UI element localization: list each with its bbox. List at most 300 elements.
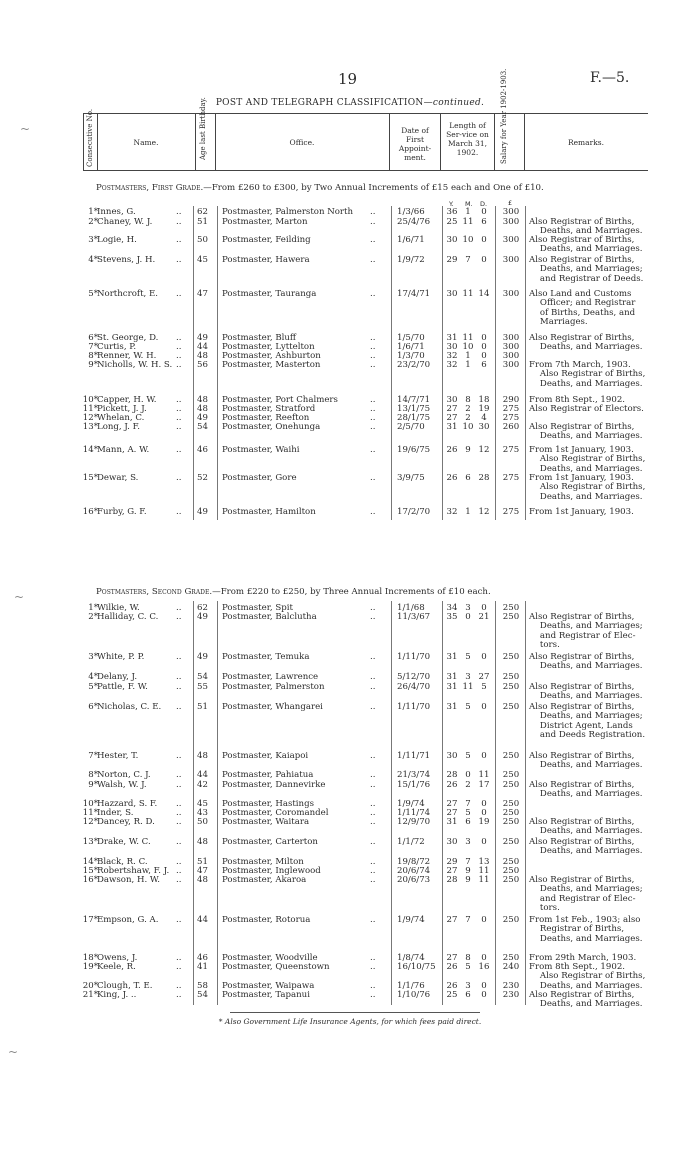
column-rule xyxy=(193,206,194,520)
leader-dots: .. xyxy=(370,360,376,370)
column-rule xyxy=(525,206,526,520)
leader-dots: .. xyxy=(370,817,376,827)
cell-d: 12 xyxy=(478,507,490,517)
column-rule xyxy=(495,206,496,520)
cell-age: 54 xyxy=(197,990,208,1000)
cell-no: 15* xyxy=(82,866,98,876)
column-rule xyxy=(495,601,496,1005)
cell-m: 7 xyxy=(465,915,471,925)
cell-date: 17/2/70 xyxy=(397,507,431,517)
cell-no: 5* xyxy=(88,682,98,692)
cell-age: 54 xyxy=(197,672,208,682)
cell-office: Postmaster, Bluff xyxy=(222,333,297,343)
cell-no: 14* xyxy=(82,445,98,455)
column-rule xyxy=(442,601,443,1005)
cell-name: Wilkie, W. xyxy=(97,603,140,613)
cell-y: 28 xyxy=(446,770,458,780)
cell-y: 34 xyxy=(446,603,458,613)
cell-salary: 275 xyxy=(502,445,520,455)
cell-d: 0 xyxy=(481,652,487,662)
cell-office: Postmaster, Palmerston North xyxy=(222,207,354,217)
cell-no: 16* xyxy=(82,875,98,885)
page-title xyxy=(0,98,700,108)
cell-age: 48 xyxy=(197,875,208,885)
cell-date: 20/6/73 xyxy=(397,875,431,885)
cell-remarks: Also Registrar of Births, Deaths, and Marriages. xyxy=(529,751,643,771)
leader-dots: .. xyxy=(176,857,182,867)
cell-office: Postmaster, Milton xyxy=(222,857,304,867)
leader-dots: .. xyxy=(176,473,182,483)
cell-name: King, J. .. xyxy=(97,990,137,1000)
leader-dots: .. xyxy=(176,395,182,405)
cell-d: 14 xyxy=(478,289,490,299)
cell-m: 9 xyxy=(465,445,471,455)
cell-name: St. George, D. xyxy=(97,333,159,343)
header-divider xyxy=(494,113,495,170)
cell-d: 12 xyxy=(478,445,490,455)
cell-y: 32 xyxy=(446,360,458,370)
cell-d: 0 xyxy=(481,207,487,217)
cell-d: 16 xyxy=(478,962,490,972)
cell-d: 0 xyxy=(481,751,487,761)
cell-office: Postmaster, Waipawa xyxy=(222,981,315,991)
cell-age: 41 xyxy=(197,962,208,972)
cell-m: 1 xyxy=(465,507,471,517)
cell-office: Postmaster, Onehunga xyxy=(222,422,321,432)
cell-date: 2/5/70 xyxy=(397,422,425,432)
header-date: Date of First Appoint-ment. xyxy=(398,126,432,162)
unit-months: M. xyxy=(465,200,473,208)
cell-name: Renner, W. H. xyxy=(97,351,157,361)
cell-date: 1/1/68 xyxy=(397,603,425,613)
cell-no: 9* xyxy=(88,360,98,370)
cell-office: Postmaster, Woodville xyxy=(222,953,318,963)
cell-m: 5 xyxy=(465,751,471,761)
cell-y: 28 xyxy=(446,875,458,885)
cell-d: 18 xyxy=(478,395,490,405)
cell-remarks: Also Registrar of Births, Deaths, and Marriages; District Agent, Lands and Deeds Registration. xyxy=(529,702,646,740)
cell-office: Postmaster, Waitara xyxy=(222,817,310,827)
cell-m: 9 xyxy=(465,866,471,876)
cell-y: 31 xyxy=(446,422,458,432)
cell-date: 1/6/71 xyxy=(397,342,425,352)
cell-salary: 250 xyxy=(502,672,520,682)
cell-y: 27 xyxy=(446,953,458,963)
cell-age: 47 xyxy=(197,289,208,299)
cell-name: Nicholls, W. H. S. xyxy=(97,360,173,370)
cell-y: 27 xyxy=(446,413,458,423)
column-rule xyxy=(217,601,218,1005)
cell-age: 48 xyxy=(197,837,208,847)
cell-m: 5 xyxy=(465,962,471,972)
cell-age: 51 xyxy=(197,217,208,227)
leader-dots: .. xyxy=(370,808,376,818)
cell-date: 3/9/75 xyxy=(397,473,425,483)
cell-age: 56 xyxy=(197,360,208,370)
cell-no: 7* xyxy=(88,751,98,761)
cell-m: 1 xyxy=(465,351,471,361)
cell-salary: 250 xyxy=(502,837,520,847)
cell-remarks: Also Registrar of Births, Deaths, and Marriages. xyxy=(529,817,643,837)
cell-name: Nicholas, C. E. xyxy=(97,702,162,712)
cell-d: 0 xyxy=(481,351,487,361)
cell-date: 1/9/74 xyxy=(397,915,425,925)
cell-date: 1/6/71 xyxy=(397,235,425,245)
cell-salary: 250 xyxy=(502,682,520,692)
unit-pound: £ xyxy=(508,199,513,207)
cell-d: 11 xyxy=(478,875,490,885)
cell-d: 0 xyxy=(481,235,487,245)
cell-age: 46 xyxy=(197,445,208,455)
margin-mark: ~ xyxy=(14,590,25,604)
cell-name: Drake, W. C. xyxy=(97,837,151,847)
leader-dots: .. xyxy=(176,817,182,827)
leader-dots: .. xyxy=(176,962,182,972)
leader-dots: .. xyxy=(176,990,182,1000)
cell-y: 36 xyxy=(446,207,458,217)
cell-salary: 250 xyxy=(502,799,520,809)
cell-remarks: Also Registrar of Births, Deaths, and Marriages. xyxy=(529,837,643,857)
leader-dots: .. xyxy=(370,875,376,885)
leader-dots: .. xyxy=(370,445,376,455)
cell-m: 10 xyxy=(462,235,474,245)
cell-remarks: Also Registrar of Births, Deaths, and Marriages. xyxy=(529,652,643,672)
cell-d: 11 xyxy=(478,866,490,876)
header-divider xyxy=(440,113,441,170)
cell-remarks: From 7th March, 1903. Also Registrar of Births, Deaths, and Marriages. xyxy=(529,360,646,389)
leader-dots: .. xyxy=(370,235,376,245)
cell-y: 26 xyxy=(446,962,458,972)
cell-name: Robertshaw, F. J. xyxy=(97,866,170,876)
cell-date: 1/8/74 xyxy=(397,953,425,963)
cell-office: Postmaster, Port Chalmers xyxy=(222,395,338,405)
cell-office: Postmaster, Balclutha xyxy=(222,612,317,622)
leader-dots: .. xyxy=(370,857,376,867)
leader-dots: .. xyxy=(370,672,376,682)
leader-dots: .. xyxy=(176,351,182,361)
cell-office: Postmaster, Waihi xyxy=(222,445,300,455)
cell-age: 44 xyxy=(197,915,208,925)
header-length: Length of Ser-vice on March 31, 1902. xyxy=(446,121,489,157)
cell-m: 6 xyxy=(465,473,471,483)
cell-no: 14* xyxy=(82,857,98,867)
cell-date: 1/1/76 xyxy=(397,981,425,991)
cell-age: 48 xyxy=(197,404,208,414)
cell-remarks: Also Registrar of Births, Deaths, and Marriages. xyxy=(529,422,643,442)
cell-y: 35 xyxy=(446,612,458,622)
cell-no: 1* xyxy=(88,207,98,217)
margin-mark: ~ xyxy=(8,1045,19,1059)
leader-dots: .. xyxy=(370,799,376,809)
cell-age: 49 xyxy=(197,652,208,662)
leader-dots: .. xyxy=(370,866,376,876)
leader-dots: .. xyxy=(176,652,182,662)
cell-office: Postmaster, Spit xyxy=(222,603,293,613)
cell-date: 19/8/72 xyxy=(397,857,431,867)
cell-date: 1/11/70 xyxy=(397,702,431,712)
cell-m: 8 xyxy=(465,953,471,963)
cell-salary: 250 xyxy=(502,770,520,780)
cell-y: 30 xyxy=(446,289,458,299)
cell-y: 31 xyxy=(446,672,458,682)
cell-salary: 275 xyxy=(502,507,520,517)
cell-age: 55 xyxy=(197,682,208,692)
cell-salary: 240 xyxy=(502,962,520,972)
cell-no: 10* xyxy=(82,799,98,809)
cell-date: 1/5/70 xyxy=(397,333,425,343)
cell-y: 26 xyxy=(446,981,458,991)
cell-age: 43 xyxy=(197,808,208,818)
cell-name: Clough, T. E. xyxy=(97,981,153,991)
leader-dots: .. xyxy=(370,217,376,227)
cell-m: 2 xyxy=(465,780,471,790)
cell-d: 0 xyxy=(481,702,487,712)
leader-dots: .. xyxy=(370,652,376,662)
cell-date: 1/3/66 xyxy=(397,207,425,217)
cell-remarks: From 1st Feb., 1903; also Registrar of Births, Deaths, and Marriages. xyxy=(529,915,643,944)
cell-name: Stevens, J. H. xyxy=(97,255,156,265)
cell-age: 49 xyxy=(197,507,208,517)
cell-age: 52 xyxy=(197,473,208,483)
leader-dots: .. xyxy=(176,866,182,876)
cell-salary: 250 xyxy=(502,875,520,885)
cell-salary: 250 xyxy=(502,915,520,925)
cell-name: Dewar, S. xyxy=(97,473,139,483)
footnote-rule xyxy=(230,1012,480,1013)
leader-dots: .. xyxy=(176,207,182,217)
document-reference: F.—5. xyxy=(590,70,630,86)
cell-name: Black, R. C. xyxy=(97,857,148,867)
cell-d: 0 xyxy=(481,915,487,925)
cell-no: 7* xyxy=(88,342,98,352)
cell-age: 62 xyxy=(197,603,208,613)
cell-date: 14/7/71 xyxy=(397,395,431,405)
column-rule xyxy=(217,206,218,520)
section-grade: Postmasters, First Grade. xyxy=(96,183,204,193)
header-divider xyxy=(389,113,390,170)
cell-age: 51 xyxy=(197,702,208,712)
cell-age: 50 xyxy=(197,235,208,245)
cell-age: 48 xyxy=(197,751,208,761)
cell-m: 0 xyxy=(465,612,471,622)
cell-office: Postmaster, Pahiatua xyxy=(222,770,314,780)
cell-y: 30 xyxy=(446,751,458,761)
cell-no: 12* xyxy=(82,413,98,423)
cell-y: 32 xyxy=(446,507,458,517)
cell-salary: 250 xyxy=(502,817,520,827)
leader-dots: .. xyxy=(370,953,376,963)
cell-date: 28/1/75 xyxy=(397,413,431,423)
cell-no: 9* xyxy=(88,780,98,790)
cell-age: 58 xyxy=(197,981,208,991)
cell-salary: 250 xyxy=(502,652,520,662)
cell-remarks: From 29th March, 1903. xyxy=(529,953,637,963)
header-age: Age last Birthday. xyxy=(199,97,207,160)
cell-d: 5 xyxy=(481,682,487,692)
cell-d: 0 xyxy=(481,603,487,613)
cell-d: 19 xyxy=(478,404,490,414)
cell-y: 26 xyxy=(446,445,458,455)
cell-age: 48 xyxy=(197,395,208,405)
header-consecutive: Consecutive No. xyxy=(86,108,94,167)
cell-salary: 300 xyxy=(502,342,520,352)
cell-d: 21 xyxy=(478,612,490,622)
cell-d: 0 xyxy=(481,255,487,265)
leader-dots: .. xyxy=(176,612,182,622)
leader-dots: .. xyxy=(370,603,376,613)
cell-y: 27 xyxy=(446,404,458,414)
cell-salary: 300 xyxy=(502,235,520,245)
cell-y: 27 xyxy=(446,799,458,809)
cell-y: 31 xyxy=(446,702,458,712)
leader-dots: .. xyxy=(370,422,376,432)
leader-dots: .. xyxy=(370,915,376,925)
cell-y: 31 xyxy=(446,817,458,827)
cell-d: 27 xyxy=(478,672,490,682)
cell-office: Postmaster, Inglewood xyxy=(222,866,321,876)
cell-no: 16* xyxy=(82,507,98,517)
cell-no: 5* xyxy=(88,289,98,299)
leader-dots: .. xyxy=(370,395,376,405)
header-border-left xyxy=(83,113,84,170)
cell-age: 45 xyxy=(197,799,208,809)
cell-remarks: Also Land and Customs Officer; and Registrar of Births, Deaths, and Marriages. xyxy=(529,289,636,327)
cell-name: Walsh, W. J. xyxy=(97,780,147,790)
leader-dots: .. xyxy=(176,235,182,245)
cell-age: 45 xyxy=(197,255,208,265)
cell-d: 6 xyxy=(481,217,487,227)
cell-salary: 300 xyxy=(502,289,520,299)
cell-d: 0 xyxy=(481,981,487,991)
leader-dots: .. xyxy=(370,507,376,517)
cell-office: Postmaster, Gore xyxy=(222,473,297,483)
leader-dots: .. xyxy=(176,808,182,818)
cell-remarks: Also Registrar of Births, Deaths, and Marriages. xyxy=(529,780,643,800)
cell-no: 8* xyxy=(88,351,98,361)
section-grade: Postmasters, Second Grade. xyxy=(96,587,213,597)
cell-salary: 230 xyxy=(502,990,520,1000)
cell-name: Curtis, P. xyxy=(97,342,137,352)
title-main: POST AND TELEGRAPH CLASSIFICATION— xyxy=(215,98,433,108)
cell-no: 11* xyxy=(82,808,98,818)
leader-dots: .. xyxy=(370,473,376,483)
cell-d: 0 xyxy=(481,342,487,352)
cell-age: 47 xyxy=(197,866,208,876)
cell-office: Postmaster, Masterton xyxy=(222,360,321,370)
cell-office: Postmaster, Hastings xyxy=(222,799,314,809)
cell-y: 27 xyxy=(446,915,458,925)
cell-office: Postmaster, Ashburton xyxy=(222,351,321,361)
cell-date: 1/11/71 xyxy=(397,751,431,761)
column-rule xyxy=(193,601,194,1005)
leader-dots: .. xyxy=(370,289,376,299)
cell-m: 9 xyxy=(465,875,471,885)
cell-date: 20/6/74 xyxy=(397,866,431,876)
unit-days: D. xyxy=(480,200,488,208)
cell-office: Postmaster, Whangarei xyxy=(222,702,323,712)
footnote: * Also Government Life Insurance Agents, for which fees paid direct. xyxy=(218,1017,482,1026)
cell-salary: 300 xyxy=(502,217,520,227)
cell-y: 31 xyxy=(446,652,458,662)
cell-date: 11/3/67 xyxy=(397,612,431,622)
column-rule xyxy=(442,206,443,520)
leader-dots: .. xyxy=(176,799,182,809)
cell-date: 21/3/74 xyxy=(397,770,431,780)
leader-dots: .. xyxy=(176,507,182,517)
cell-office: Postmaster, Rotorua xyxy=(222,915,311,925)
cell-m: 3 xyxy=(465,603,471,613)
cell-salary: 300 xyxy=(502,360,520,370)
cell-office: Postmaster, Coromandel xyxy=(222,808,329,818)
cell-no: 13* xyxy=(82,422,98,432)
cell-age: 54 xyxy=(197,422,208,432)
leader-dots: .. xyxy=(176,413,182,423)
cell-m: 6 xyxy=(465,990,471,1000)
cell-m: 11 xyxy=(462,682,474,692)
cell-name: Mann, A. W. xyxy=(97,445,150,455)
cell-y: 29 xyxy=(446,255,458,265)
cell-salary: 250 xyxy=(502,702,520,712)
cell-y: 30 xyxy=(446,235,458,245)
cell-age: 50 xyxy=(197,817,208,827)
cell-y: 25 xyxy=(446,990,458,1000)
cell-date: 5/12/70 xyxy=(397,672,431,682)
leader-dots: .. xyxy=(370,990,376,1000)
leader-dots: .. xyxy=(176,953,182,963)
cell-office: Postmaster, Lyttelton xyxy=(222,342,315,352)
cell-remarks: Also Registrar of Births, Deaths, and Marriages. xyxy=(529,235,643,255)
leader-dots: .. xyxy=(176,255,182,265)
cell-date: 12/9/70 xyxy=(397,817,431,827)
leader-dots: .. xyxy=(370,751,376,761)
cell-no: 18* xyxy=(82,953,98,963)
cell-no: 17* xyxy=(82,915,98,925)
margin-mark: ~ xyxy=(20,122,31,136)
cell-y: 30 xyxy=(446,837,458,847)
leader-dots: .. xyxy=(176,751,182,761)
cell-y: 27 xyxy=(446,808,458,818)
leader-dots: .. xyxy=(370,342,376,352)
leader-dots: .. xyxy=(370,207,376,217)
leader-dots: .. xyxy=(176,780,182,790)
cell-name: Northcroft, E. xyxy=(97,289,158,299)
cell-date: 1/11/70 xyxy=(397,652,431,662)
cell-y: 30 xyxy=(446,395,458,405)
cell-office: Postmaster, Feilding xyxy=(222,235,311,245)
header-divider xyxy=(195,113,196,170)
leader-dots: .. xyxy=(370,255,376,265)
cell-d: 19 xyxy=(478,817,490,827)
cell-m: 11 xyxy=(462,333,474,343)
cell-date: 1/9/72 xyxy=(397,255,425,265)
cell-no: 3* xyxy=(88,652,98,662)
leader-dots: .. xyxy=(176,422,182,432)
leader-dots: .. xyxy=(370,770,376,780)
cell-y: 27 xyxy=(446,866,458,876)
cell-name: Logie, H. xyxy=(97,235,137,245)
cell-salary: 300 xyxy=(502,351,520,361)
cell-y: 31 xyxy=(446,682,458,692)
leader-dots: .. xyxy=(176,702,182,712)
cell-date: 26/4/70 xyxy=(397,682,431,692)
section-scale: —From £260 to £300, by Two Annual Increments of £15 each and One of £10. xyxy=(203,183,544,193)
cell-office: Postmaster, Stratford xyxy=(222,404,316,414)
cell-m: 3 xyxy=(465,981,471,991)
cell-d: 0 xyxy=(481,837,487,847)
header-divider xyxy=(97,113,98,170)
cell-remarks: Also Registrar of Births, Deaths, and Marriages. xyxy=(529,217,643,237)
cell-age: 49 xyxy=(197,413,208,423)
